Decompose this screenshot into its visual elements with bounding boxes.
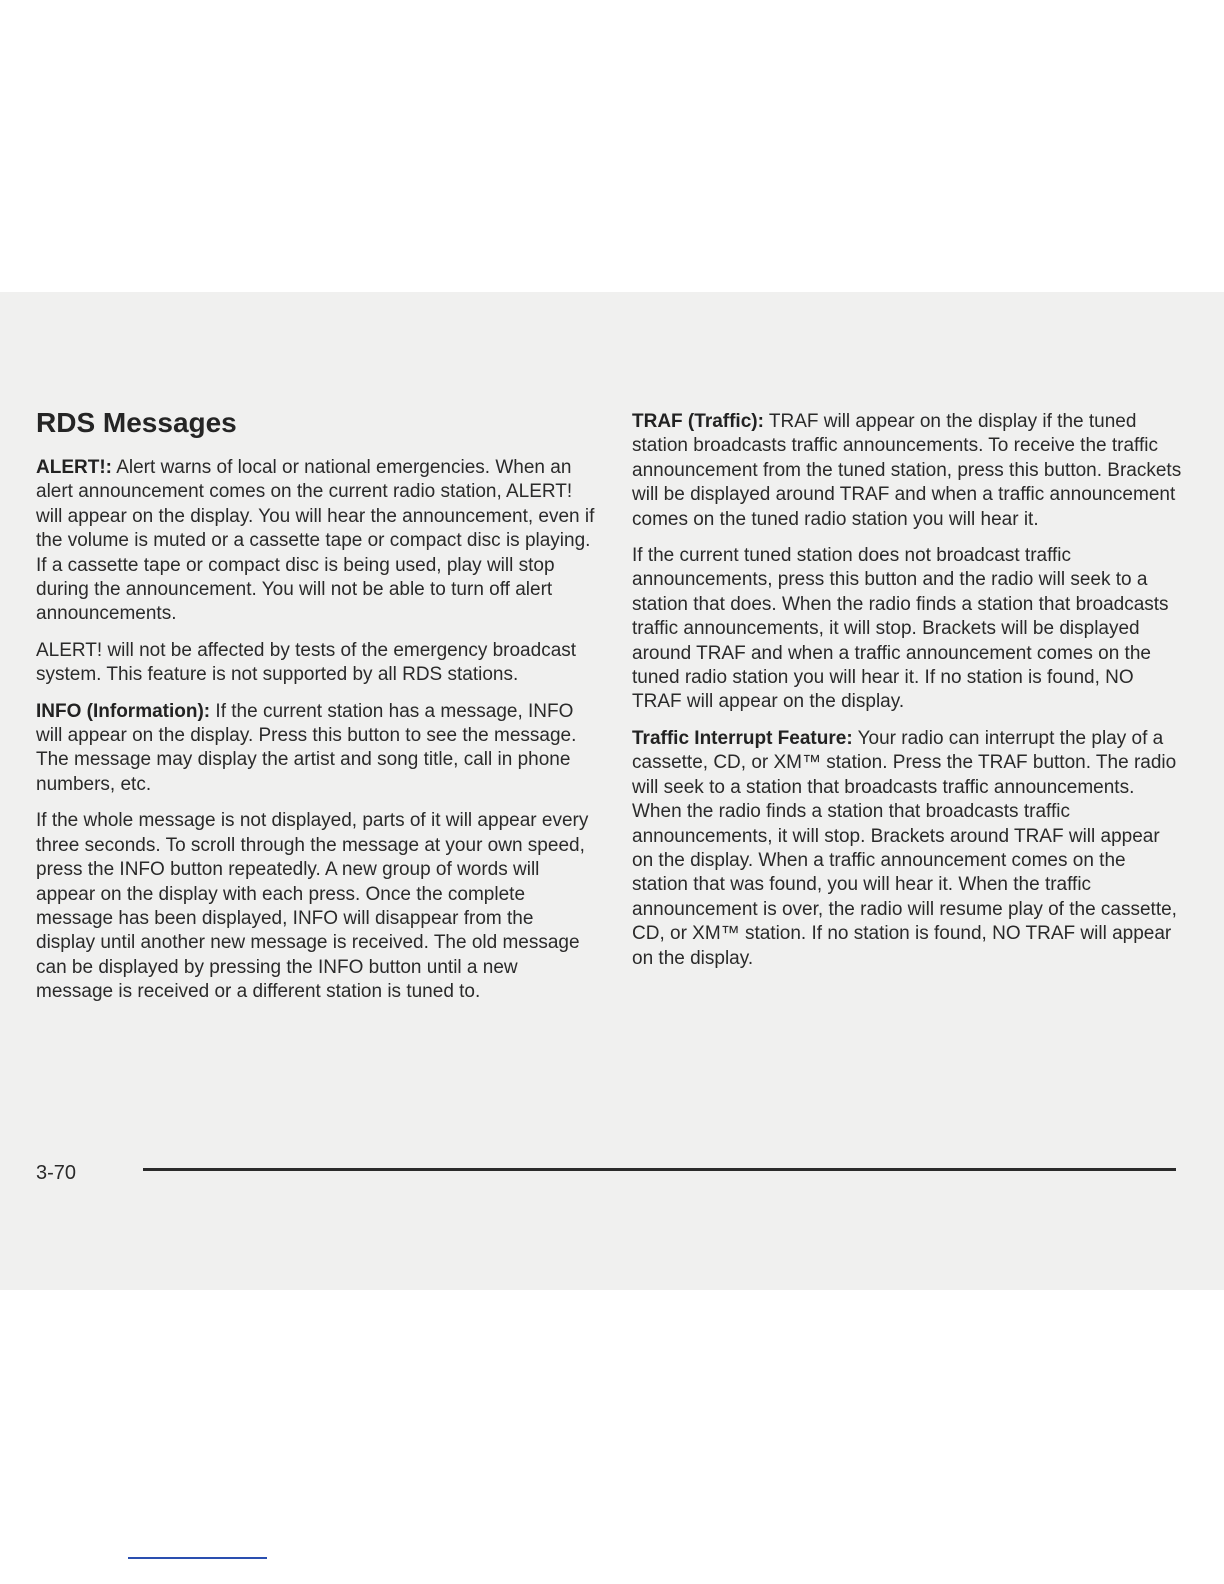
info-text: If the current station has a message, INFO will appear on the display. Press this button to see the message. The message may display the artist and song title, call in phone numbers, etc. (36, 700, 577, 795)
alert-term: ALERT!: (36, 457, 112, 478)
traf-text: TRAF will appear on the display if the tuned station broadcasts traffic announcements. To receive the traffic announcement from the tuned station, press this button. Brackets will be displayed around TRAF and when a traffic announcement comes on the tuned radio station you will hear it. (632, 411, 1182, 530)
alert-note-paragraph: ALERT! will not be affected by tests of the emergency broadcast system. This feature is not supported by all RDS stations. (36, 639, 577, 686)
alert-text: Alert warns of local or national emergencies. When an alert announcement comes on the current radio station, ALERT! will appear on the display. You will hear the announcement, even if the volume is muted or a cassette tape or compact disc is playing. If a cassette tape or compact disc is being used, play will stop during the announcement. You will not be able to turn off alert announcements. (36, 457, 595, 625)
traf-note-paragraph: If the current tuned station does not broadcast traffic announcements, press this button and the radio will seek to a station that does. When the radio finds a station that broadcasts traffic announcements, it will stop. Brackets will be displayed around TRAF and when a traffic announcement comes on the tuned radio station you will hear it. If no station is found, NO TRAF will appear on the display. (632, 545, 1169, 713)
interrupt-paragraph (632, 727, 1182, 971)
info-note-paragraph: If the whole message is not displayed, parts of it will appear every three seconds. To scroll through the message at your own speed, press the INFO button repeatedly. A new group of words will appear on the display with each press. Once the complete message has been displayed, INFO will disappear from the display until another new message is received. The old message can be displayed by pressing the INFO button until a new message is received or a different station is tuned to. (36, 810, 589, 1003)
interrupt-text: Your radio can interrupt the play of a cassette, CD, or XM™ station. Press the TRAF button. The radio will seek to a station that broadcasts traffic announcements. When the radio finds a station that broadcasts traffic announcements, it will stop. Brackets around TRAF will appear on the display. When a traffic announcement comes on the station that was found, you will hear it. When the traffic announcement is over, the radio will resume play of the cassette, CD, or XM™ station. If no station is found, NO TRAF will appear on the display. (632, 727, 1177, 969)
bottom-link-underline (128, 1557, 267, 1559)
traf-term: TRAF (Traffic): (632, 411, 764, 432)
page-title: RDS Messages (36, 407, 237, 438)
left-column (36, 406, 596, 1017)
page-number: 3-70 (36, 1162, 77, 1184)
footer-rule (143, 1168, 1176, 1171)
right-column (632, 410, 1182, 983)
alert-paragraph (36, 456, 596, 627)
traf-paragraph (632, 410, 1182, 532)
info-term: INFO (Information): (36, 700, 211, 722)
info-paragraph (36, 700, 596, 798)
interrupt-term: Traffic Interrupt Feature: (632, 727, 853, 749)
